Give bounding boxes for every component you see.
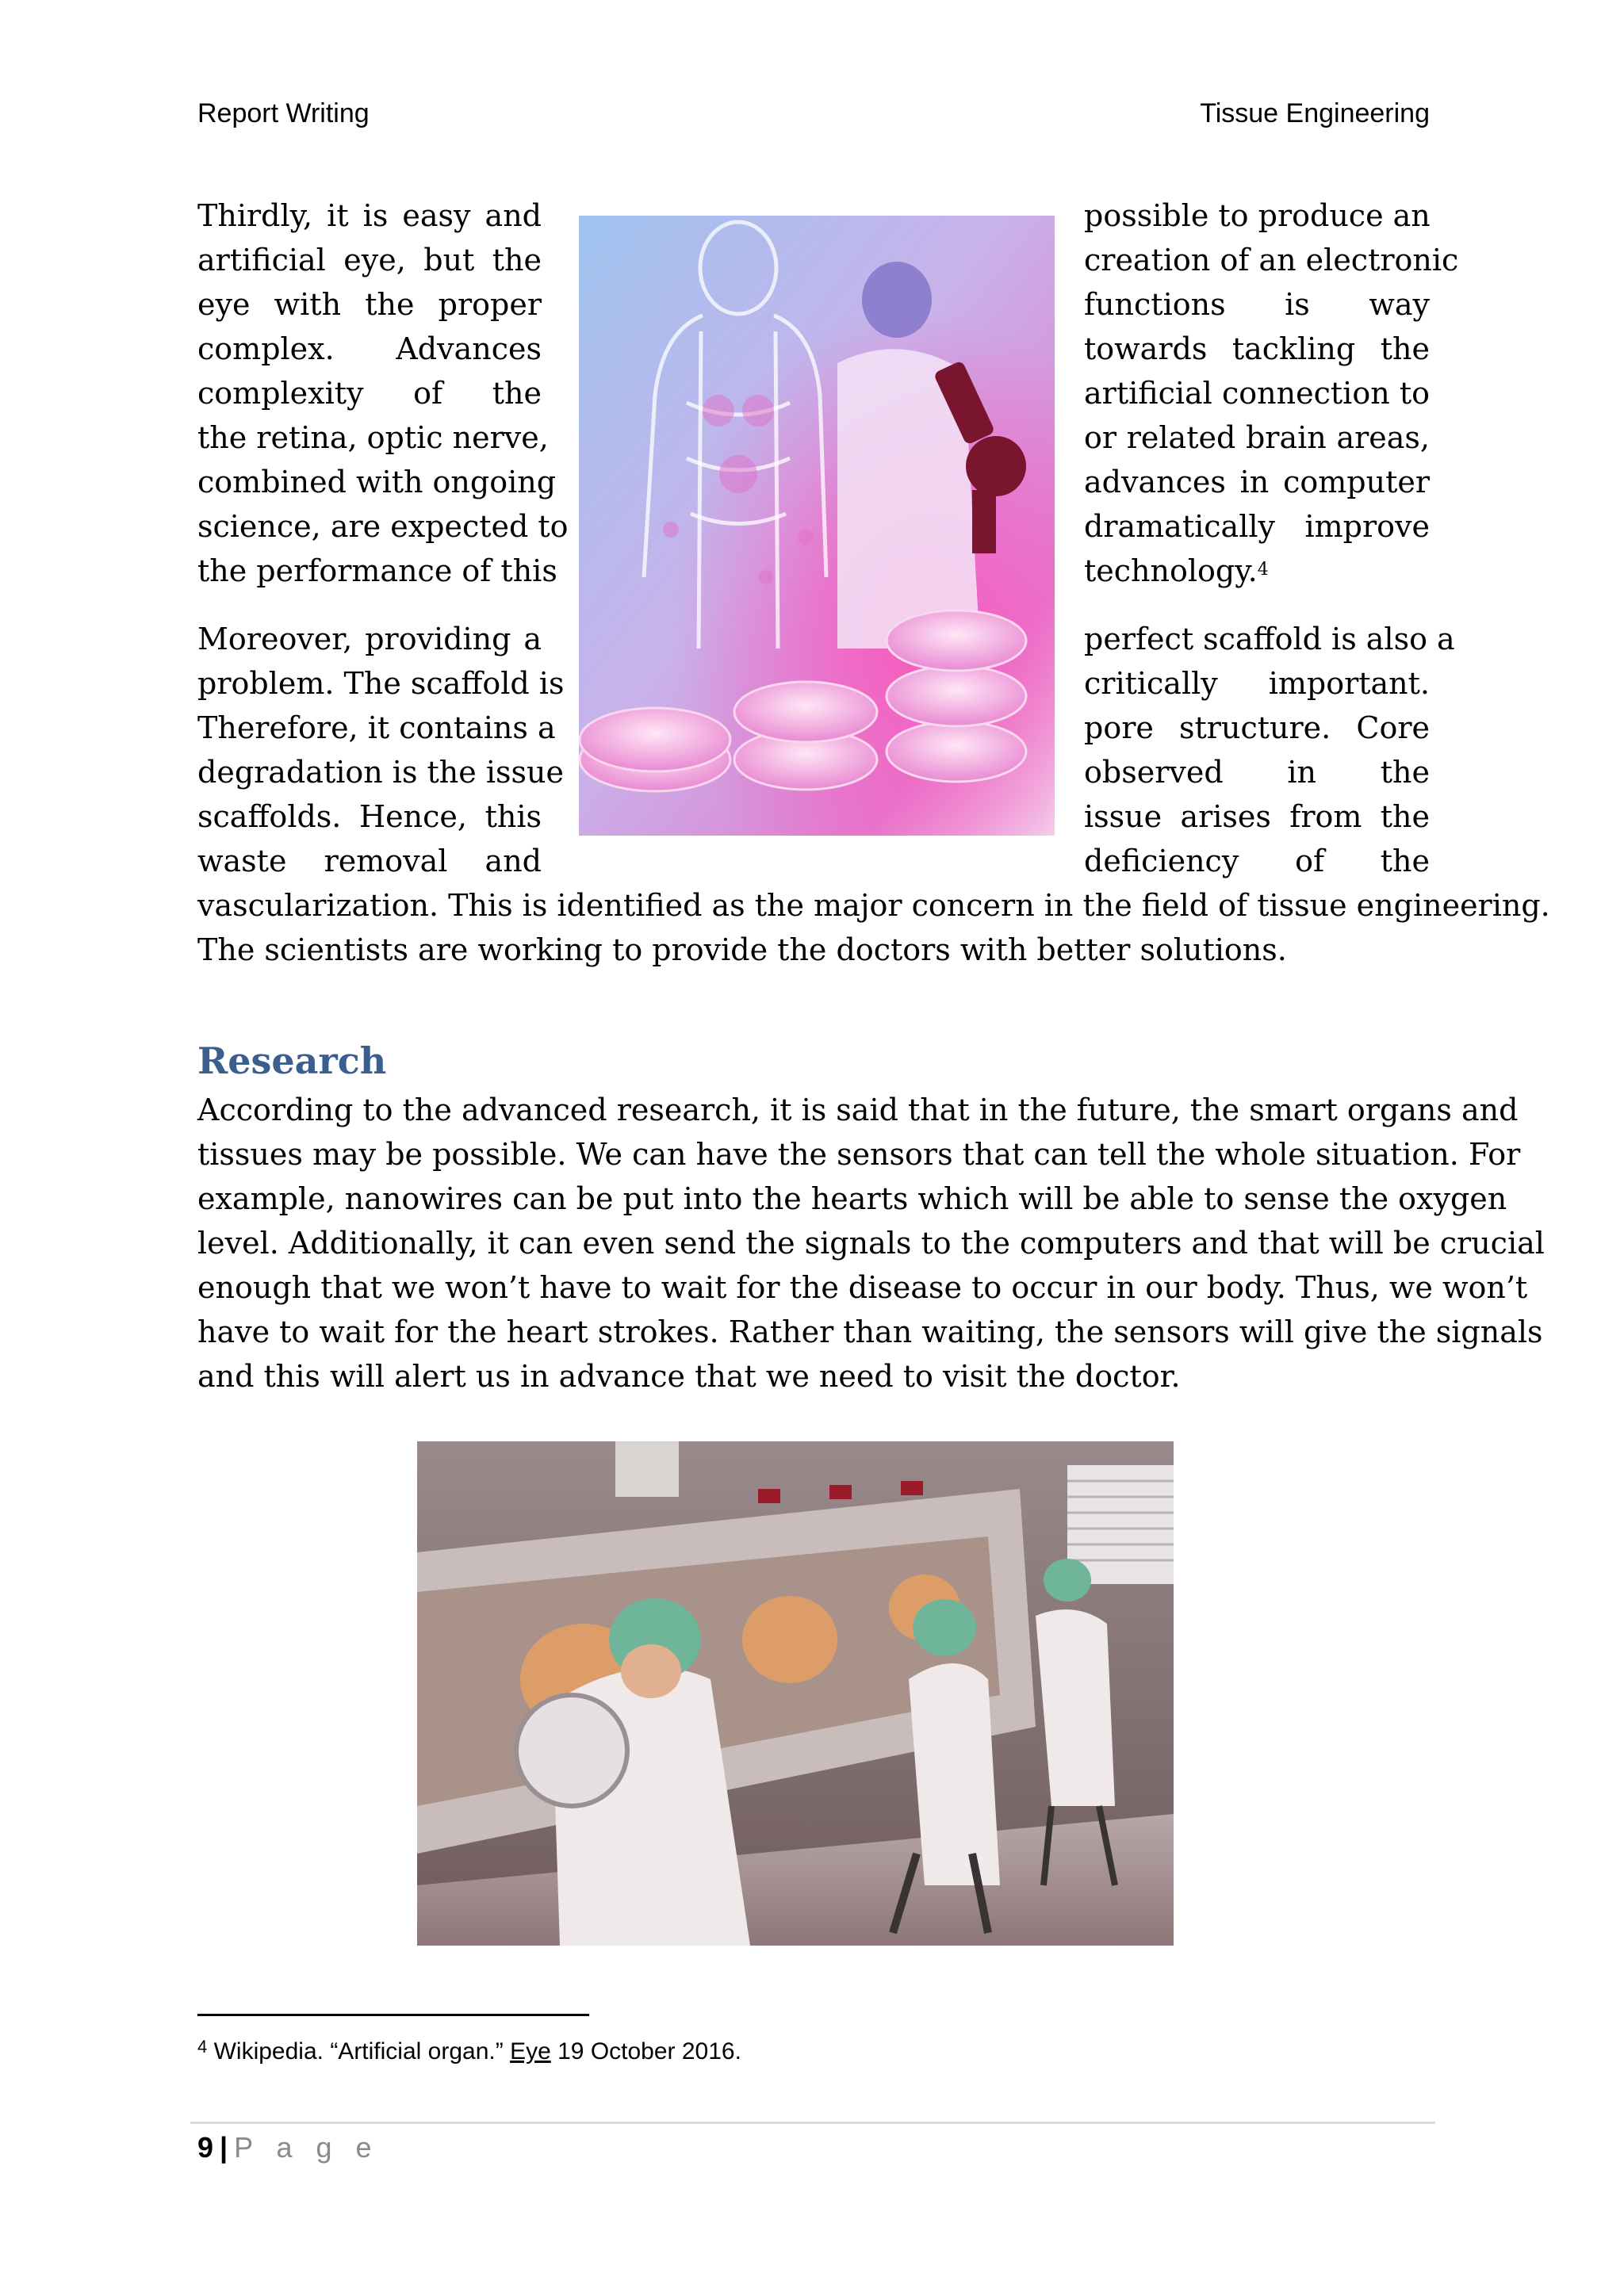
para1-right-line: artificial connection to (1084, 376, 1430, 411)
para1-left-line: combined with ongoing (197, 465, 557, 499)
para1-right-line: advances in computer (1084, 465, 1430, 499)
research-line: According to the advanced research, it is said that in the future, the smart organs and (197, 1093, 1519, 1127)
para2-full-line: vascularization. This is identified as the major concern in the field of tissue engineering. (197, 888, 1550, 923)
para1-right-line: dramatically improve (1084, 509, 1430, 544)
para2-left-line: scaffolds. Hence, this (197, 799, 542, 834)
footnote-citation: Wikipedia. “Artificial organ.” (213, 2038, 504, 2064)
para1-left-line: artificial eye, but the (197, 243, 542, 277)
research-line: example, nanowires can be put into the hearts which will be able to sense the oxygen (197, 1181, 1507, 1216)
laboratory-photo (417, 1441, 1174, 1946)
footnote-link[interactable]: Eye (510, 2038, 551, 2064)
para2-right-line: perfect scaffold is also a (1084, 622, 1455, 656)
section-heading-research: Research (197, 1039, 387, 1082)
research-line: and this will alert us in advance that we need to visit the doctor. (197, 1359, 1181, 1394)
page-label: P a g e (234, 2131, 380, 2164)
research-line: have to wait for the heart strokes. Rather than waiting, the sensors will give the signals (197, 1314, 1543, 1349)
footnote-date: 19 October 2016. (557, 2038, 741, 2064)
footer-divider (190, 2122, 1435, 2124)
para1-left-line: eye with the proper (197, 287, 542, 322)
para1-right-line: or related brain areas, (1084, 420, 1430, 455)
footnote (197, 2036, 741, 2069)
para1-right-line: possible to produce an (1084, 198, 1431, 233)
para1-left-line: the retina, optic nerve, (197, 420, 549, 455)
footer-separator: | (220, 2131, 228, 2164)
para1-left-line: Thirdly, it is easy and (197, 198, 542, 233)
para2-right-line: pore structure. Core (1084, 710, 1430, 745)
para1-right-line: functions is way (1084, 287, 1430, 322)
para2-right-line: deficiency of the (1084, 844, 1430, 878)
para1-left-line: science, are expected to (197, 509, 569, 544)
para2-left-line: Therefore, it contains a (197, 710, 556, 745)
page-number: 9 (197, 2131, 214, 2164)
para1-right-line: towards tackling the (1084, 331, 1430, 366)
para1-left-line: complex. Advances (197, 331, 542, 366)
para2-right-line: critically important. (1084, 666, 1430, 701)
research-line: level. Additionally, it can even send the signals to the computers and that will be crucial (197, 1226, 1545, 1261)
para1-left-line: the performance of this (197, 553, 557, 588)
page-footer (197, 2128, 380, 2168)
para1-right-line: creation of an electronic (1084, 243, 1459, 277)
research-line: enough that we won’t have to wait for the disease to occur in our body. Thus, we won’t (197, 1270, 1528, 1305)
footnote-reference[interactable]: 4 (1257, 560, 1269, 580)
para2-left-line: Moreover, providing a (197, 622, 542, 656)
para1-right-line-last (1084, 549, 1430, 593)
para2-left-line: waste removal and (197, 844, 542, 878)
para2-full-line: The scientists are working to provide the doctors with better solutions. (197, 932, 1287, 967)
page-header (197, 98, 1430, 133)
research-line: tissues may be possible. We can have the sensors that can tell the whole situation. For (197, 1137, 1521, 1172)
header-left-title: Report Writing (197, 98, 370, 128)
footnote-number: 4 (197, 2037, 208, 2057)
para2-left-line: degradation is the issue (197, 755, 564, 790)
footnote-separator (197, 2014, 589, 2016)
para2-right-line: issue arises from the (1084, 799, 1430, 834)
tissue-engineering-illustration (568, 205, 1067, 847)
para1-right-text: technology. (1084, 553, 1258, 588)
header-right-title: Tissue Engineering (1200, 98, 1430, 128)
para2-left-line: problem. The scaffold is (197, 666, 565, 701)
para1-left-line: complexity of the (197, 376, 542, 411)
para2-right-line: observed in the (1084, 755, 1430, 790)
